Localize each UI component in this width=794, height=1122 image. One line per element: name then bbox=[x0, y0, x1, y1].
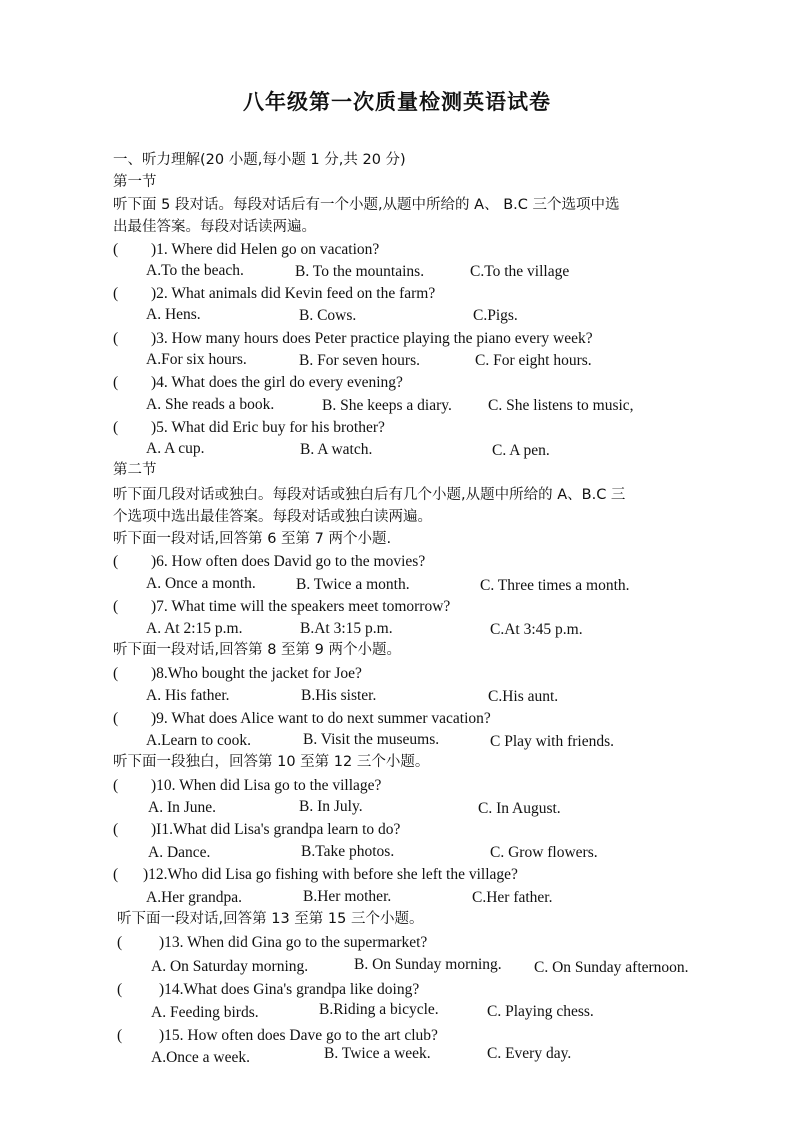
q1-option-b: B. To the mountains. bbox=[295, 263, 425, 280]
question-4 bbox=[113, 373, 403, 393]
q9-option-c: C Play with friends. bbox=[490, 733, 614, 750]
q2-option-a: A. Hens. bbox=[146, 306, 201, 323]
q9-option-b: B. Visit the museums. bbox=[303, 731, 440, 748]
q10-option-a: A. In June. bbox=[148, 799, 217, 816]
page-title: 八年级第一次质量检测英语试卷 bbox=[243, 90, 551, 114]
answer-blank: ( bbox=[113, 665, 119, 682]
question-12 bbox=[113, 865, 518, 885]
question-8 bbox=[113, 664, 362, 684]
answer-blank: ( bbox=[113, 419, 119, 436]
section-heading: 一、听力理解(20 小题,每小题 1 分,共 20 分) bbox=[113, 152, 406, 168]
answer-blank: ( bbox=[117, 1027, 123, 1044]
q5-option-b: B. A watch. bbox=[300, 441, 373, 458]
question-6 bbox=[113, 552, 425, 572]
question-text: )15. How often does Dave go to the art club? bbox=[159, 1027, 438, 1044]
question-text: )14.What does Gina's grandpa like doing? bbox=[159, 981, 420, 998]
q8-option-c: C.His aunt. bbox=[488, 688, 559, 705]
q6-option-a: A. Once a month. bbox=[146, 575, 256, 592]
question-7 bbox=[113, 597, 450, 617]
question-1 bbox=[113, 240, 379, 260]
question-13 bbox=[117, 933, 427, 953]
question-text: )2. What animals did Kevin feed on the farm? bbox=[151, 285, 436, 302]
question-11 bbox=[113, 820, 400, 840]
answer-blank: ( bbox=[113, 241, 119, 258]
question-text: )1. Where did Helen go on vacation? bbox=[151, 241, 380, 258]
question-text: )I1.What did Lisa's grandpa learn to do? bbox=[151, 821, 401, 838]
q7-option-b: B.At 3:15 p.m. bbox=[300, 620, 393, 637]
q11-option-b: B.Take photos. bbox=[301, 843, 395, 860]
question-text: )5. What did Eric buy for his brother? bbox=[151, 419, 385, 436]
q8-option-b: B.His sister. bbox=[301, 687, 377, 704]
answer-blank: ( bbox=[113, 330, 119, 347]
sub-instruction-10-12: 听下面一段独白，回答第 10 至第 12 三个小题。 bbox=[113, 754, 430, 770]
q6-option-c: C. Three times a month. bbox=[480, 577, 630, 594]
q11-option-a: A. Dance. bbox=[148, 844, 211, 861]
sub-instruction-13-15: 听下面一段对话,回答第 13 至第 15 三个小题。 bbox=[117, 911, 424, 927]
question-text: )10. When did Lisa go to the village? bbox=[151, 777, 382, 794]
q1-option-c: C.To the village bbox=[470, 263, 570, 280]
question-5 bbox=[113, 418, 385, 438]
answer-blank: ( bbox=[113, 866, 119, 883]
q5-option-c: C. A pen. bbox=[492, 442, 550, 459]
q10-option-b: B. In July. bbox=[299, 798, 363, 815]
part2-label: 第二节 bbox=[113, 462, 157, 478]
question-text: )8.Who bought the jacket for Joe? bbox=[151, 665, 362, 682]
answer-blank: ( bbox=[113, 553, 119, 570]
answer-blank: ( bbox=[113, 598, 119, 615]
q7-option-c: C.At 3:45 p.m. bbox=[490, 621, 583, 638]
q3-option-b: B. For seven hours. bbox=[299, 352, 420, 369]
q4-option-b: B. She keeps a diary. bbox=[322, 397, 452, 414]
question-2 bbox=[113, 284, 435, 304]
q4-option-a: A. She reads a book. bbox=[146, 396, 275, 413]
q3-option-c: C. For eight hours. bbox=[475, 352, 592, 369]
q13-option-a: A. On Saturday morning. bbox=[151, 958, 309, 975]
q15-option-c: C. Every day. bbox=[487, 1045, 572, 1062]
q13-option-c: C. On Sunday afternoon. bbox=[534, 959, 689, 976]
q14-option-c: C. Playing chess. bbox=[487, 1003, 594, 1020]
answer-blank: ( bbox=[113, 710, 119, 727]
q12-option-b: B.Her mother. bbox=[303, 888, 392, 905]
answer-blank: ( bbox=[113, 285, 119, 302]
answer-blank: ( bbox=[117, 934, 123, 951]
q4-option-c: C. She listens to music, bbox=[488, 397, 634, 414]
part2-instruction-line1: 听下面几段对话或独白。每段对话或独白后有几个小题,从题中所给的 A、B.C 三 bbox=[113, 487, 626, 503]
sub-instruction-6-7: 听下面一段对话,回答第 6 至第 7 两个小题. bbox=[113, 531, 392, 547]
q11-option-c: C. Grow flowers. bbox=[490, 844, 598, 861]
q15-option-b: B. Twice a week. bbox=[324, 1045, 431, 1062]
question-text: )9. What does Alice want to do next summer vacation? bbox=[151, 710, 491, 727]
question-10 bbox=[113, 776, 381, 796]
question-9 bbox=[113, 709, 491, 729]
q6-option-b: B. Twice a month. bbox=[296, 576, 410, 593]
q12-option-c: C.Her father. bbox=[472, 889, 553, 906]
q7-option-a: A. At 2:15 p.m. bbox=[146, 620, 243, 637]
part2-instruction-line2: 个选项中选出最佳答案。每段对话或独白读两遍。 bbox=[113, 509, 432, 525]
answer-blank: ( bbox=[113, 777, 119, 794]
q3-option-a: A.For six hours. bbox=[146, 351, 247, 368]
q15-option-a: A.Once a week. bbox=[151, 1049, 250, 1066]
q5-option-a: A. A cup. bbox=[146, 440, 205, 457]
q10-option-c: C. In August. bbox=[478, 800, 561, 817]
question-3 bbox=[113, 329, 593, 349]
q14-option-a: A. Feeding birds. bbox=[151, 1004, 259, 1021]
q1-option-a: A.To the beach. bbox=[146, 262, 244, 279]
q2-option-b: B. Cows. bbox=[299, 307, 357, 324]
question-text: )12.Who did Lisa go fishing with before she left the village? bbox=[143, 866, 518, 883]
q14-option-b: B.Riding a bicycle. bbox=[319, 1001, 439, 1018]
q2-option-c: C.Pigs. bbox=[473, 307, 518, 324]
answer-blank: ( bbox=[113, 821, 119, 838]
q12-option-a: A.Her grandpa. bbox=[146, 889, 242, 906]
answer-blank: ( bbox=[113, 374, 119, 391]
q8-option-a: A. His father. bbox=[146, 687, 230, 704]
question-14 bbox=[117, 980, 419, 1000]
question-text: )3. How many hours does Peter practice playing the piano every week? bbox=[151, 330, 593, 347]
question-text: )6. How often does David go to the movies? bbox=[151, 553, 426, 570]
part1-instruction-line1: 听下面 5 段对话。每段对话后有一个小题,从题中所给的 A、 B.C 三个选项中选 bbox=[113, 197, 620, 213]
sub-instruction-8-9: 听下面一段对话,回答第 8 至第 9 两个小题。 bbox=[113, 642, 401, 658]
question-text: )4. What does the girl do every evening? bbox=[151, 374, 403, 391]
part1-label: 第一节 bbox=[113, 174, 157, 190]
question-text: )7. What time will the speakers meet tomorrow? bbox=[151, 598, 451, 615]
part1-instruction-line2: 出最佳答案。每段对话读两遍。 bbox=[113, 219, 316, 235]
q13-option-b: B. On Sunday morning. bbox=[354, 956, 502, 973]
question-text: )13. When did Gina go to the supermarket? bbox=[159, 934, 428, 951]
q9-option-a: A.Learn to cook. bbox=[146, 732, 252, 749]
answer-blank: ( bbox=[117, 981, 123, 998]
question-15 bbox=[117, 1026, 438, 1046]
